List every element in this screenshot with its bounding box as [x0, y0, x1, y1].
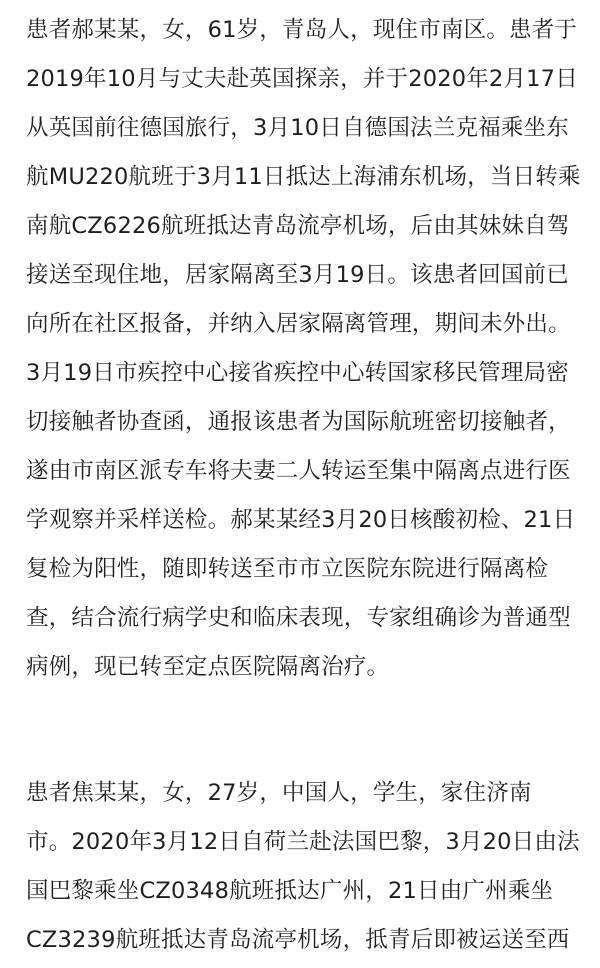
- paragraph-line: 接送至现住地，居家隔离至3月19日。该患者回国前已: [26, 262, 569, 288]
- paragraph-line: 复检为阳性，随即转送至市市立医院东院进行隔离检: [26, 556, 549, 582]
- paragraph-line: 查，结合流行病学史和临床表现，专家组确诊为普通型: [26, 605, 571, 631]
- paragraph-line: 切接触者协查函，通报该患者为国际航班密切接触者，: [26, 409, 571, 435]
- paragraph-line: 病例，现已转至定点医院隔离治疗。: [26, 654, 390, 680]
- paragraph-line: CZ3239航班抵达青岛流亭机场，抵青后即被运送至西: [26, 927, 570, 953]
- paragraph-line: 南航CZ6226航班抵达青岛流亭机场，后由其妹妹自驾: [26, 213, 570, 239]
- paragraph-line: 学观察并采样送检。郝某某经3月20日核酸初检、21日: [26, 507, 576, 533]
- paragraph-line: 患者焦某某，女，27岁，中国人，学生，家住济南: [26, 780, 532, 806]
- paragraph-line: 2019年10月与丈夫赴英国探亲，并于2020年2月17日: [26, 66, 578, 92]
- paragraph-line: 遂由市南区派专车将夫妻二人转运至集中隔离点进行医: [26, 458, 571, 484]
- paragraph-line: 向所在社区报备，并纳入居家隔离管理，期间未外出。: [26, 311, 571, 337]
- paragraph-line: 市。2020年3月12日自荷兰赴法国巴黎，3月20日由法: [26, 829, 580, 855]
- paragraph-line: 从英国前往德国旅行，3月10日自德国法兰克福乘坐东: [26, 115, 569, 141]
- paragraph-line: 患者郝某某，女，61岁，青岛人，现住市南区。患者于: [26, 17, 578, 43]
- paragraph-line: 国巴黎乘坐CZ0348航班抵达广州，21日由广州乘坐: [26, 878, 554, 904]
- paragraph-line: 3月19日市疾控中心接省疾控中心转国家移民管理局密: [26, 360, 569, 386]
- paragraph-line: 航MU220航班于3月11日抵达上海浦东机场，当日转乘: [26, 164, 581, 190]
